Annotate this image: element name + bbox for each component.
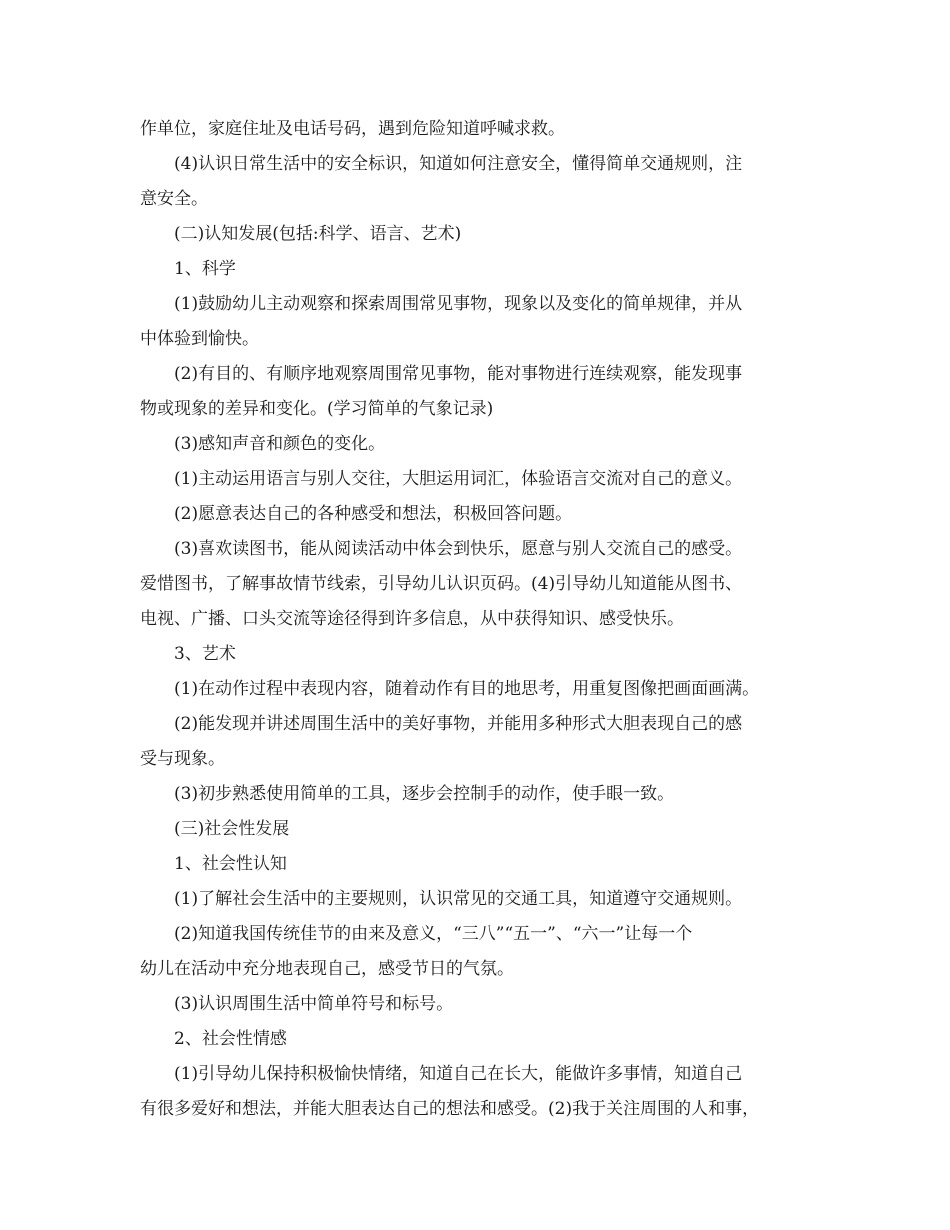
text-line: (4)认识日常生活中的安全标识，知道如何注意安全，懂得简单交通规则，注 xyxy=(174,154,743,174)
text-line: (1)引导幼儿保持积极愉快情绪，知道自己在长大，能做许多事情，知道自己 xyxy=(174,1064,743,1084)
text-line: 2、社会性情感 xyxy=(174,1029,287,1049)
text-line: (1)鼓励幼儿主动观察和探索周围常见事物，现象以及变化的简单规律，并从 xyxy=(174,294,743,314)
text-line: 电视、广播、口头交流等途径得到许多信息，从中获得知识、感受快乐。 xyxy=(140,609,684,629)
text-line: 物或现象的差异和变化。(学习简单的气象记录) xyxy=(140,399,494,419)
text-line: (1)了解社会生活中的主要规则，认识常见的交通工具，知道遵守交通规则。 xyxy=(174,889,743,909)
text-line: 1、科学 xyxy=(174,259,236,279)
text-line: (2)能发现并讲述周围生活中的美好事物，并能用多种形式大胆表现自己的感 xyxy=(174,714,743,734)
text-line: 中体验到愉快。 xyxy=(140,329,259,349)
text-line: (3)认识周围生活中简单符号和标号。 xyxy=(174,994,454,1014)
text-line: 受与现象。 xyxy=(140,749,225,769)
text-line: (3)感知声音和颜色的变化。 xyxy=(174,434,386,454)
body-text xyxy=(140,112,818,1127)
text-line: (三)社会性发展 xyxy=(174,819,290,839)
text-line: (3)初步熟悉使用简单的工具，逐步会控制手的动作，使手眼一致。 xyxy=(174,784,675,804)
text-line: 意安全。 xyxy=(140,189,208,209)
text-line: 有很多爱好和想法，并能大胆表达自己的想法和感受。(2)我于关注周围的人和事， xyxy=(140,1099,760,1119)
text-line: 幼儿在活动中充分地表现自己，感受节日的气氛。 xyxy=(140,959,514,979)
text-line: (2)有目的、有顺序地观察周围常见事物，能对事物进行连续观察，能发现事 xyxy=(174,364,743,384)
text-line: 爱惜图书，了解事故情节线索，引导幼儿认识页码。(4)引导幼儿知道能从图书、 xyxy=(140,574,743,594)
text-line: (2)知道我国传统佳节的由来及意义，“三八”“五一”、“六一”让每一个 xyxy=(174,924,693,944)
text-line: (3)喜欢读图书，能从阅读活动中体会到快乐，愿意与别人交流自己的感受。 xyxy=(174,539,743,559)
text-line: 1、社会性认知 xyxy=(174,854,287,874)
text-line: 作单位，家庭住址及电话号码，遇到危险知道呼喊求救。 xyxy=(140,119,565,139)
text-line: (2)愿意表达自己的各种感受和想法，积极回答问题。 xyxy=(174,504,573,524)
text-line: (1)主动运用语言与别人交往，大胆运用词汇，体验语言交流对自己的意义。 xyxy=(174,469,743,489)
text-line: (1)在动作过程中表现内容，随着动作有目的地思考，用重复图像把画面画满。 xyxy=(174,679,760,699)
text-line: (二)认知发展(包括:科学、语言、艺术) xyxy=(174,224,462,244)
text-line: 3、艺术 xyxy=(174,644,236,664)
